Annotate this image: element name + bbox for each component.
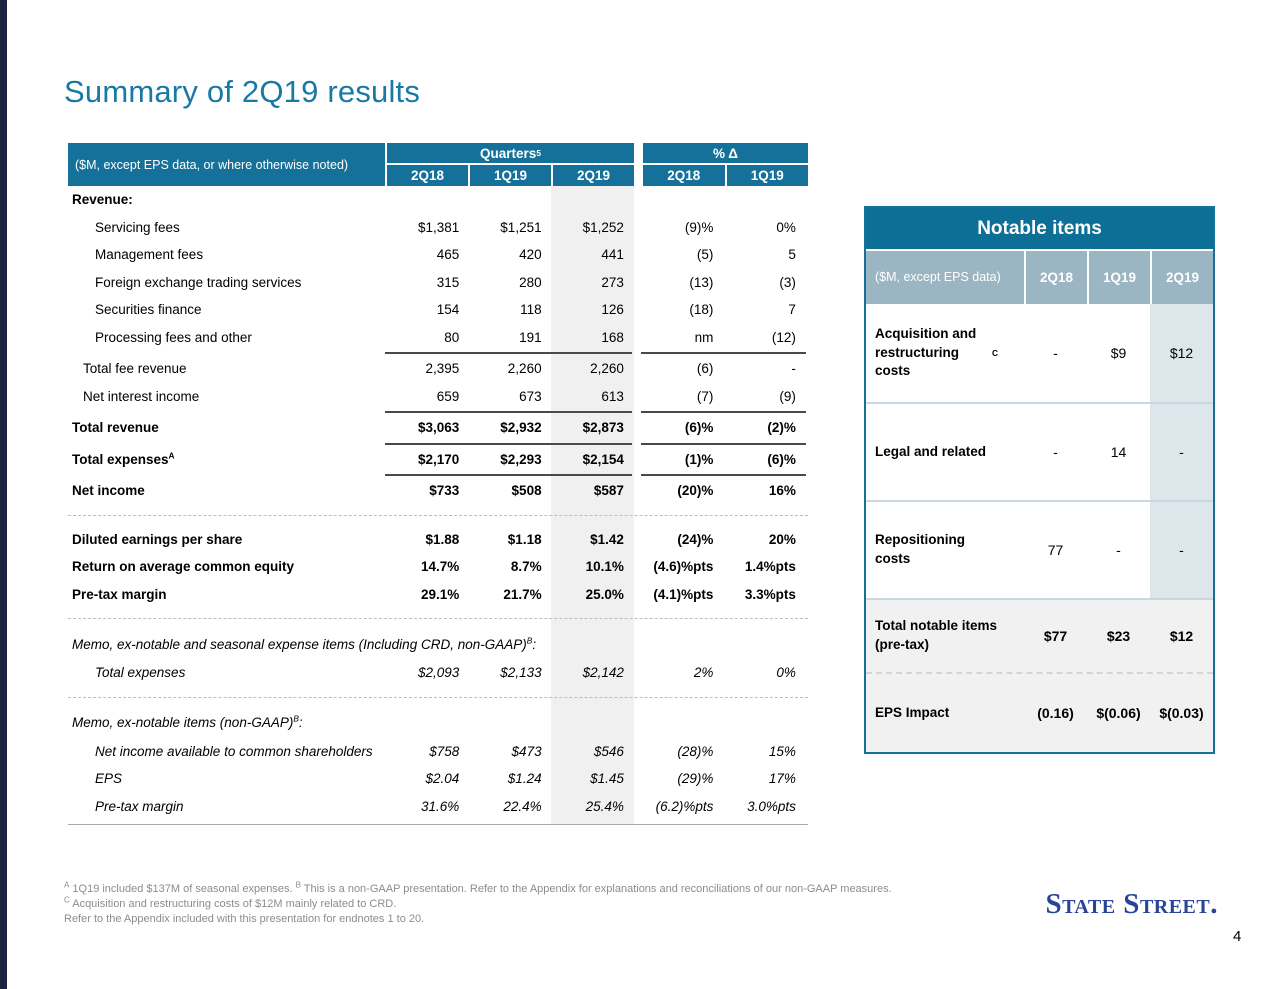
cell-value: 126 [601, 302, 624, 318]
notable-row [866, 304, 1213, 402]
notable-cell-value: - [1150, 404, 1213, 500]
footnote-superscript: C [64, 895, 70, 905]
notable-items-table [864, 206, 1215, 754]
sum-rule-delta [641, 474, 806, 476]
superscript: B [526, 635, 533, 645]
table-row [68, 269, 808, 297]
cell-value: (6) [696, 361, 714, 377]
cell-value: $587 [593, 483, 624, 499]
column-header-q-1q19: 1Q19 [468, 165, 551, 186]
cell-value: $758 [429, 743, 460, 759]
memo-heading: Memo, ex-notable and seasonal expense items (Including CRD, non-GAAP)$^B$: [72, 635, 537, 652]
table-row [68, 581, 808, 609]
notable-cell-value: $77 [1043, 628, 1068, 644]
cell-value: (20)% [677, 483, 714, 499]
notable-cell-value: - [1116, 542, 1121, 558]
sum-rule-delta [641, 443, 806, 445]
cell-value: $1.88 [425, 531, 460, 547]
cell-value: - [791, 361, 796, 377]
cell-value: nm [694, 329, 714, 345]
cell-value: (28)% [677, 743, 714, 759]
cell-value: $1,381 [418, 219, 460, 235]
notable-col-1q19: 1Q19 [1087, 251, 1150, 304]
dashed-divider [68, 618, 808, 619]
cell-value: 20% [768, 531, 796, 547]
cell-value: 22.4% [503, 798, 542, 814]
footnotes [64, 882, 1014, 927]
row-label: Net income [72, 483, 145, 499]
cell-value: 613 [601, 388, 624, 404]
superscript: A [168, 450, 175, 461]
sum-rule-quarters [385, 474, 632, 476]
cell-value: 441 [601, 247, 624, 263]
cell-value: $1.45 [590, 771, 624, 787]
cell-value: 0% [776, 665, 796, 681]
main-table-unit-note: ($M, except EPS data, or where otherwise noted) [68, 143, 385, 186]
table-row [68, 414, 808, 442]
cell-value: $1,251 [500, 219, 542, 235]
notable-row-label: EPS Impact [875, 704, 950, 720]
cell-value: (6.2)%pts [655, 798, 714, 814]
cell-value: $2,932 [500, 420, 542, 436]
cell-value: $2,093 [418, 665, 460, 681]
sum-rule-quarters [385, 352, 632, 354]
cell-value: 16% [768, 483, 796, 499]
column-header-d-2q18: 2Q18 [667, 168, 701, 183]
cell-value: (3) [779, 274, 796, 290]
row-label: Total revenue [72, 420, 159, 436]
cell-value: 2% [693, 665, 714, 681]
cell-value: 315 [436, 274, 460, 290]
cell-value: $2,873 [582, 420, 624, 436]
cell-value: 25.4% [585, 798, 624, 814]
notable-cell-value: - [1150, 502, 1213, 598]
cell-value: 673 [519, 388, 542, 404]
cell-value: 154 [436, 302, 460, 318]
dashed-divider [68, 515, 808, 516]
cell-value: 7 [788, 302, 796, 318]
cell-value: 17% [768, 771, 796, 787]
table-row [68, 296, 808, 324]
footnote-superscript: B [295, 880, 301, 890]
cell-value: 15% [768, 743, 796, 759]
notable-cell-value: $9 [1110, 345, 1127, 361]
cell-value: (7) [696, 388, 714, 404]
sum-rule-delta [641, 352, 806, 354]
cell-value: (13) [689, 274, 714, 290]
notable-row [866, 672, 1213, 752]
memo-heading: Memo, ex-notable items (non-GAAP)$^B$: [72, 713, 303, 730]
dashed-divider [68, 697, 808, 698]
notable-items-body [866, 304, 1213, 752]
notable-unit-note: ($M, except EPS data) [875, 270, 1001, 285]
left-edge-bar [0, 0, 7, 989]
cell-value: 273 [601, 274, 624, 290]
row-label: Processing fees and other [95, 329, 252, 345]
notable-row-label: Acquisition and restructuring costs C [875, 325, 998, 379]
cell-value: 465 [436, 247, 460, 263]
column-header-q-2q18: 2Q18 [410, 168, 445, 183]
page-title: Summary of 2Q19 results [64, 74, 421, 109]
cell-value: 659 [436, 388, 460, 404]
notable-row [866, 598, 1213, 672]
notable-row-label: Total notable items (pre-tax) [875, 618, 998, 652]
superscript: B [293, 713, 299, 724]
cell-value: $2.04 [425, 771, 460, 787]
sum-rule [68, 474, 808, 476]
notable-cell-value: $12 [1169, 628, 1194, 644]
notable-cell-value: 14 [1110, 444, 1127, 460]
row-label: Diluted earnings per share [72, 531, 243, 547]
cell-value: 10.1% [585, 559, 624, 575]
table-row [68, 241, 808, 269]
notable-cell-value: - [1053, 345, 1058, 361]
cell-value: 168 [601, 329, 624, 345]
table-row [68, 383, 808, 411]
row-label: Total fee revenue [83, 361, 187, 377]
notable-items-subheader [866, 249, 1213, 304]
table-row [68, 446, 808, 474]
quarters-header-label: Quarters [480, 145, 537, 161]
notable-row-label: Legal and related [875, 443, 987, 459]
notable-row [866, 402, 1213, 500]
sum-rule [68, 443, 808, 445]
cell-value: (1)% [684, 451, 714, 467]
notable-cell-value: $12 [1150, 304, 1213, 402]
cell-value: (9) [779, 388, 796, 404]
table-row [68, 708, 808, 738]
table-row [68, 477, 808, 505]
cell-value: 31.6% [421, 798, 460, 814]
row-label: Total expenses$^A$ [72, 450, 175, 467]
sum-rule-quarters [385, 443, 632, 445]
cell-value: $1,252 [582, 219, 624, 235]
table-row [68, 324, 808, 352]
table-row [68, 553, 808, 581]
cell-value: (4.1)%pts [653, 586, 714, 602]
row-label: Return on average common equity [72, 559, 295, 575]
cell-value: 21.7% [503, 586, 542, 602]
quarters-header: Quarters 5 [387, 143, 634, 165]
cell-value: 118 [520, 302, 542, 318]
row-label: EPS [95, 771, 123, 787]
main-table-body [68, 186, 808, 825]
table-row [68, 738, 808, 766]
column-header-q-2q19: 2Q19 [551, 165, 634, 186]
footnote-superscript: A [64, 880, 70, 890]
cell-value: 2,260 [507, 361, 542, 377]
cell-value: $1.42 [590, 531, 624, 547]
table-row [68, 355, 808, 383]
notable-items-title: Notable items [866, 208, 1213, 249]
cell-value: (5) [696, 247, 714, 263]
cell-value: 8.7% [510, 559, 542, 575]
row-label: Pre-tax margin [72, 586, 167, 602]
table-row [68, 793, 808, 821]
cell-value: 14.7% [421, 559, 460, 575]
notable-cell-value: $(0.03) [1159, 705, 1204, 721]
cell-value: $2,170 [418, 451, 460, 467]
footnote-line: $^A$ 1Q19 included $137M of seasonal expenses. $^B$ This is a non-GAAP presentation. Refer to the Appendix for explanations and reconciliations of our non-GAAP measures. [64, 880, 892, 895]
notable-cell-value: (0.16) [1037, 705, 1074, 721]
cell-value: 80 [444, 329, 460, 345]
notable-cell-value: - [1053, 444, 1058, 460]
row-label: Servicing fees [95, 219, 180, 235]
cell-value: (18) [689, 302, 714, 318]
table-row [68, 186, 808, 214]
main-table [68, 143, 808, 825]
cell-value: 2,260 [590, 361, 624, 377]
cell-value: 2,395 [425, 361, 460, 377]
row-label: Net interest income [83, 388, 200, 404]
cell-value: $3,063 [418, 420, 460, 436]
row-label: Foreign exchange trading services [95, 274, 302, 290]
column-header-d-1q19: 1Q19 [725, 165, 809, 186]
notable-cell-value: $(0.06) [1096, 705, 1141, 721]
table-row [68, 214, 808, 242]
footnote-line: Refer to the Appendix included with this presentation for endnotes 1 to 20. [64, 913, 425, 925]
notable-cell-value: 77 [1047, 542, 1064, 558]
delta-header: % Δ [643, 143, 808, 165]
notable-cell-value: $23 [1106, 628, 1131, 644]
cell-value: $2,142 [582, 665, 624, 681]
cell-value: 3.3%pts [744, 586, 796, 602]
cell-value: (6)% [767, 451, 796, 467]
cell-value: $1.18 [507, 531, 542, 547]
sum-rule-delta [641, 411, 806, 413]
table-row [68, 765, 808, 793]
footnote-line: $^C$ Acquisition and restructuring costs of $12M mainly related to CRD. [64, 895, 397, 910]
quarters-header-group [387, 143, 634, 186]
cell-value: (24)% [677, 531, 714, 547]
row-label: Management fees [95, 247, 204, 263]
cell-value: (29)% [677, 771, 714, 787]
page-number: 4 [1233, 928, 1242, 945]
cell-value: $473 [511, 743, 542, 759]
sum-rule [68, 352, 808, 354]
cell-value: 3.0%pts [747, 798, 796, 814]
notable-row-label: Repositioning costs [875, 532, 965, 566]
cell-value: 1.4%pts [744, 559, 796, 575]
cell-value: (6)% [684, 420, 714, 436]
sum-rule [68, 411, 808, 413]
sum-rule-quarters [385, 411, 632, 413]
cell-value: 280 [519, 274, 542, 290]
cell-value: 25.0% [585, 586, 624, 602]
row-label: Net income available to common shareholders [95, 743, 373, 759]
state-street-logo: State Street. [1045, 888, 1218, 920]
cell-value: $733 [429, 483, 460, 499]
cell-value: 420 [519, 247, 542, 263]
cell-value: $2,133 [500, 665, 542, 681]
row-label: Total expenses [95, 665, 186, 681]
row-label: Revenue: [72, 192, 133, 208]
cell-value: (2)% [767, 420, 796, 436]
table-row [68, 659, 808, 687]
cell-value: (9)% [684, 219, 714, 235]
table-row [68, 629, 808, 659]
cell-value: $508 [511, 483, 542, 499]
header-gap [634, 143, 643, 186]
cell-value: (12) [771, 329, 796, 345]
main-table-header [68, 143, 808, 186]
cell-value: 5 [788, 247, 796, 263]
cell-value: $2,154 [582, 451, 624, 467]
notable-row [866, 500, 1213, 598]
cell-value: (4.6)%pts [653, 559, 714, 575]
row-label: Securities finance [95, 302, 202, 318]
cell-value: 0% [776, 219, 796, 235]
notable-col-2q18: 2Q18 [1024, 251, 1087, 304]
cell-value: 191 [519, 329, 542, 345]
notable-col-2q19: 2Q19 [1150, 251, 1213, 304]
row-label: Pre-tax margin [95, 798, 184, 814]
cell-value: 29.1% [421, 586, 460, 602]
delta-header-group [643, 143, 808, 186]
table-row [68, 526, 808, 554]
cell-value: $2,293 [500, 451, 542, 467]
cell-value: $1.24 [507, 771, 542, 787]
cell-value: $546 [593, 743, 624, 759]
